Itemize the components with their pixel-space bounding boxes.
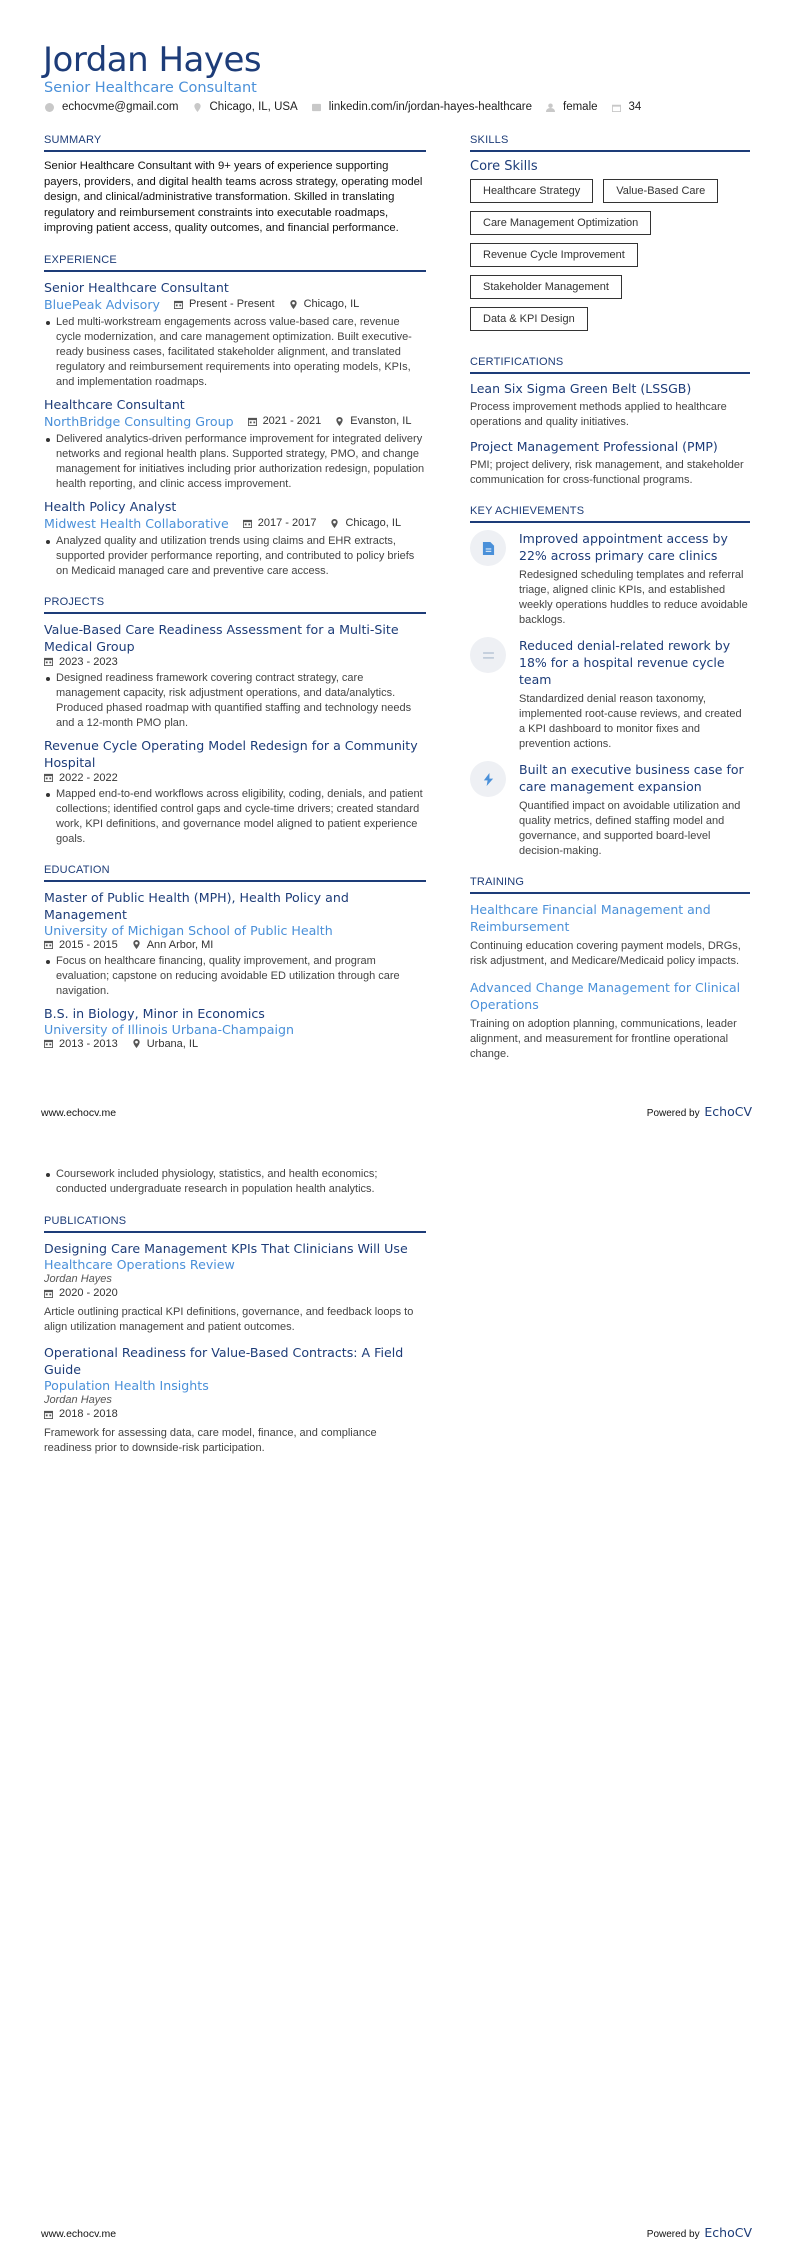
employer: BluePeak Advisory — [44, 296, 161, 312]
projects-section — [44, 596, 426, 847]
achievement-title: Improved appointment access by 22% across primary care clinics — [519, 531, 728, 563]
achievements-section — [470, 505, 750, 859]
job-title: Health Policy Analyst — [44, 498, 177, 514]
list-item: Led multi-workstream engagements across value-based care, revenue cycle modernization, and care management optimization. Built executive-ready business cases, facilitated stakeholder alignment, and translated regulatory and reimbursement requirements into operating models, KPIs, and implementation roadmaps. — [44, 315, 426, 390]
location-icon — [132, 1039, 141, 1048]
section-heading: TRAINING — [470, 876, 750, 894]
employer: NorthBridge Consulting Group — [44, 413, 234, 429]
calendar-icon — [248, 417, 257, 426]
powered-by: Powered by EchoCV — [646, 1104, 752, 1119]
calendar-icon — [174, 300, 183, 309]
dates: Present - Present — [189, 298, 275, 310]
location: Ann Arbor, MI — [146, 938, 214, 951]
section-heading: EXPERIENCE — [44, 254, 426, 272]
school: University of Illinois Urbana-Champaign — [44, 1021, 294, 1037]
author: Jordan Hayes — [44, 1273, 112, 1285]
list-item: Mapped end-to-end workflows across eligibility, coding, denials, and patient collections; identified control gaps and cycle-time drivers; created standard work, KPI definitions, and governance model aligned to patient experience goals. — [44, 787, 426, 847]
publication-desc: Framework for assessing data, care model, finance, and compliance readiness prior to downside-risk participation. — [44, 1427, 377, 1454]
skills-section — [470, 134, 750, 339]
location: Chicago, IL — [345, 517, 402, 529]
calendar-icon — [44, 1039, 53, 1048]
dates: 2020 - 2020 — [59, 1287, 118, 1299]
location-icon — [335, 417, 344, 426]
training-title: Healthcare Financial Management and Reimbursement — [470, 902, 711, 934]
calendar-icon — [44, 773, 53, 782]
skill-tag: Stakeholder Management — [470, 275, 622, 299]
brand-logo: EchoCV — [704, 1104, 752, 1119]
location: Urbana, IL — [146, 1037, 199, 1050]
skill-tag: Healthcare Strategy — [470, 179, 593, 203]
cert-title: Project Management Professional (PMP) — [470, 439, 718, 454]
degree-title: B.S. in Biology, Minor in Economics — [44, 1005, 265, 1021]
document-icon — [482, 542, 495, 555]
dates: 2022 - 2022 — [59, 771, 118, 784]
list-item: Delivered analytics-driven performance improvement for integrated delivery networks and regional health plans. Supported strategy, PMO, and change management for initiatives including prior authorization redesign, population health reporting, and clinic access improvement. — [44, 432, 426, 492]
training-section — [470, 876, 750, 1062]
project-entry — [44, 737, 426, 847]
publications-section — [44, 1215, 426, 1456]
location-icon — [330, 519, 339, 528]
footer-site-link[interactable]: www.echocv.me — [41, 2228, 117, 2240]
section-heading: PROJECTS — [44, 596, 426, 614]
candidate-name: Jordan Hayes — [43, 40, 262, 80]
resume-page-2 — [0, 1123, 794, 2246]
brand-logo: EchoCV — [704, 2225, 752, 2240]
section-heading: PUBLICATIONS — [44, 1215, 426, 1233]
achievement-desc: Quantified impact on avoidable utilization and quality metrics, defined staffing model and governance, and supported board-level decision-making. — [519, 800, 741, 857]
education-section — [44, 864, 426, 1050]
contact-email[interactable]: echocvme@gmail.com — [45, 101, 179, 113]
publication-entry — [44, 1344, 426, 1456]
calendar-icon — [44, 1410, 53, 1419]
contact-linkedin[interactable]: linkedin.com/in/jordan-hayes-healthcare — [312, 101, 532, 113]
left-column — [44, 134, 426, 1067]
section-heading: CERTIFICATIONS — [470, 356, 750, 374]
dates: 2023 - 2023 — [59, 655, 118, 668]
location: Chicago, IL — [303, 298, 360, 310]
location: Evanston, IL — [350, 415, 412, 427]
list-item: Coursework included physiology, statistics, and health economics; conducted undergraduate research in population health analytics. — [44, 1167, 426, 1197]
dates: 2021 - 2021 — [262, 415, 322, 427]
calendar-icon — [44, 1289, 53, 1298]
job-title: Healthcare Consultant — [44, 396, 185, 412]
author: Jordan Hayes — [44, 1394, 112, 1406]
achievement-desc: Redesigned scheduling templates and referral triage, aligned clinic KPIs, and established weekly operations huddles to reduce avoidable backlogs. — [519, 569, 748, 626]
training-title: Advanced Change Management for Clinical Operations — [470, 980, 741, 1012]
training-desc: Continuing education covering payment models, DRGs, risk adjustment, and Medicare/Medicaid policy impacts. — [470, 940, 741, 967]
list-item: Focus on healthcare financing, quality improvement, and program evaluation; capstone on reducing avoidable ED utilization through care navigation. — [44, 954, 426, 999]
dates: 2018 - 2018 — [59, 1408, 118, 1420]
summary-text: Senior Healthcare Consultant with 9+ years of experience supporting payers, providers, and digital health teams across strategy, operating model design, and clinical/administrative transformation. Skilled in translating regulatory and reimbursement constraints into executable roadmaps, improving patient access, quality outcomes, and financial performance. — [44, 160, 423, 234]
achievement-item — [470, 637, 750, 752]
cert-desc: PMI; project delivery, risk management, and stakeholder communication for cross-functional programs. — [470, 459, 744, 486]
calendar-icon — [44, 940, 53, 949]
calendar-icon — [44, 657, 53, 666]
left-column-continued — [44, 1167, 426, 1473]
section-heading: KEY ACHIEVEMENTS — [470, 505, 750, 523]
project-entry — [44, 621, 426, 731]
calendar-icon — [243, 519, 252, 528]
experience-entry — [44, 396, 426, 492]
achievement-title: Reduced denial-related rework by 18% for a hospital revenue cycle team — [519, 638, 731, 687]
page-footer — [41, 1104, 752, 1119]
experience-section — [44, 254, 426, 579]
publication-desc: Article outlining practical KPI definitions, governance, and feedback loops to align utilization management and patient outcomes. — [44, 1306, 414, 1333]
publication-title: Operational Readiness for Value-Based Contracts: A Field Guide — [44, 1345, 404, 1377]
powered-by: Powered by EchoCV — [646, 2225, 752, 2240]
project-title: Value-Based Care Readiness Assessment for a Multi-Site Medical Group — [44, 621, 399, 654]
location-icon — [193, 103, 202, 112]
link-icon — [312, 103, 321, 112]
person-icon — [546, 103, 555, 112]
achievement-title: Built an executive business case for care management expansion — [519, 762, 744, 794]
location-icon — [289, 300, 298, 309]
employer: Midwest Health Collaborative — [44, 515, 229, 531]
job-title: Senior Healthcare Consultant — [44, 279, 229, 295]
publisher: Healthcare Operations Review — [44, 1257, 235, 1272]
cert-title: Lean Six Sigma Green Belt (LSSGB) — [470, 381, 692, 396]
achievement-desc: Standardized denial reason taxonomy, implemented root-cause reviews, and created a KPI dashboard to monitor fixes and prevention actions. — [519, 693, 742, 750]
education-entry — [44, 1005, 426, 1050]
section-heading: SUMMARY — [44, 134, 426, 152]
dates: 2017 - 2017 — [257, 517, 317, 529]
publication-title: Designing Care Management KPIs That Clinicians Will Use — [44, 1241, 408, 1256]
contact-age: 34 — [612, 101, 642, 113]
publication-entry — [44, 1240, 426, 1335]
location-icon — [132, 940, 141, 949]
list-item: Analyzed quality and utilization trends using claims and EHR extracts, supported provider performance reporting, and contributed to policy briefs on Medicaid managed care and preventive care access. — [44, 534, 426, 579]
skill-tag: Care Management Optimization — [470, 211, 651, 235]
achievement-item — [470, 530, 750, 628]
certifications-section — [470, 356, 750, 488]
school: University of Michigan School of Public Health — [44, 922, 333, 938]
dates: 2013 - 2013 — [59, 1037, 118, 1050]
lightning-icon — [482, 773, 495, 786]
section-heading: EDUCATION — [44, 864, 426, 882]
dates: 2015 - 2015 — [59, 938, 118, 951]
achievement-item — [470, 761, 750, 859]
experience-entry — [44, 279, 426, 390]
degree-title: Master of Public Health (MPH), Health Policy and Management — [44, 889, 349, 922]
candidate-title: Senior Healthcare Consultant — [44, 80, 257, 96]
skill-tag: Revenue Cycle Improvement — [470, 243, 638, 267]
contact-location: Chicago, IL, USA — [193, 101, 298, 113]
right-column — [470, 134, 750, 1079]
project-title: Revenue Cycle Operating Model Redesign for a Community Hospital — [44, 737, 418, 770]
skills-group-title: Core Skills — [470, 159, 538, 174]
skill-tags — [470, 179, 750, 339]
skill-tag: Data & KPI Design — [470, 307, 588, 331]
email-icon — [45, 103, 54, 112]
page-footer — [41, 2225, 752, 2240]
list-icon — [482, 649, 495, 662]
training-desc: Training on adoption planning, communications, leader alignment, and measurement for frontline operational change. — [470, 1018, 737, 1060]
skill-tag: Value-Based Care — [603, 179, 718, 203]
summary-section — [44, 134, 426, 237]
experience-entry — [44, 498, 426, 579]
calendar-icon — [612, 103, 621, 112]
list-item: Designed readiness framework covering contract strategy, care management capacity, risk adjustment operations, and data/analytics. Produced phased roadmap with quantified staffing and technology needs and a 12-month PMO plan. — [44, 671, 426, 731]
contact-gender: female — [546, 101, 598, 113]
footer-site-link[interactable]: www.echocv.me — [41, 1107, 117, 1119]
education-entry — [44, 889, 426, 999]
section-heading: SKILLS — [470, 134, 750, 152]
contact-bar — [45, 101, 655, 113]
publisher: Population Health Insights — [44, 1378, 209, 1393]
cert-desc: Process improvement methods applied to healthcare operations and quality initiatives. — [470, 401, 727, 428]
